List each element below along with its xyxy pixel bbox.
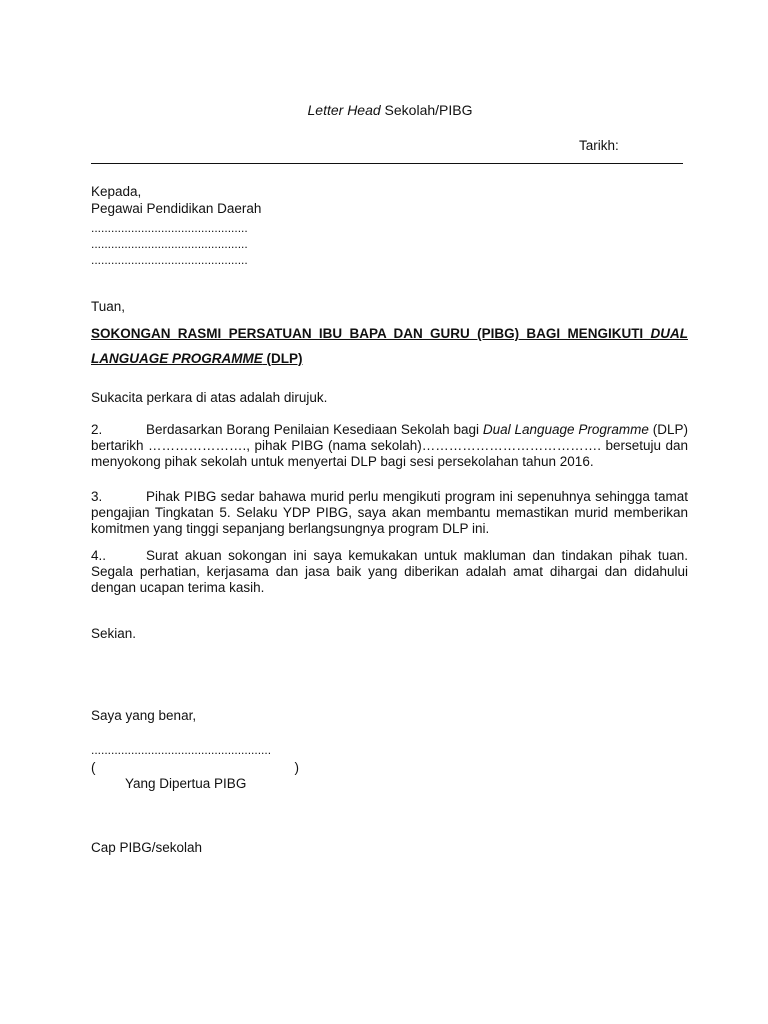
letterhead-italic: Letter Head — [307, 102, 381, 118]
paragraph-number: 2. — [91, 422, 103, 437]
paragraph-4-text: Surat akuan sokongan ini saya kemukakan untuk makluman dan tindakan pihak tuan. Segala perhatian, kerjasama dan jasa baik yang diberikan adalah amat dihargai dan didahului dengan ucapan terima kasih. — [91, 548, 688, 595]
recipient-address-line: ............................................... — [91, 237, 248, 251]
letterhead — [0, 102, 768, 118]
signature-role: Yang Dipertua PIBG — [125, 776, 247, 791]
paragraph-3 — [91, 489, 688, 537]
signoff: Saya yang benar, — [91, 708, 197, 723]
subject-italic: DUAL LANGUAGE PROGRAMME — [91, 326, 688, 366]
date-label: Tarikh: — [579, 138, 619, 153]
signature-close-paren: ) — [294, 760, 299, 775]
paragraph-3-text: Pihak PIBG sedar bahawa murid perlu mengikuti program ini sepenuhnya sehingga tamat pengajian Tingkatan 5. Selaku YDP PIBG, saya akan membantu memastikan murid memberikan komitmen yang tinggi sepanjang berlangsungnya program DLP ini. — [91, 489, 688, 536]
paragraph-2-text-b: (DLP) bertarikh …………………., pihak PIBG (nama sekolah)…………………………………. bersetuju dan menyokong pihak sekolah untuk menyertai DLP bagi sesi persekolahan tahun 2016. — [91, 422, 688, 469]
closing: Sekian. — [91, 626, 137, 641]
paragraph-2-text-a: Berdasarkan Borang Penilaian Kesediaan Sekolah bagi — [146, 422, 483, 437]
signature-line: ...................................................... — [91, 743, 272, 757]
stamp-label: Cap PIBG/sekolah — [91, 840, 203, 855]
salutation: Tuan, — [91, 299, 126, 314]
signature-name-placeholder — [91, 760, 299, 776]
paragraph-number: 3. — [91, 489, 103, 504]
intro-paragraph: Sukacita perkara di atas adalah dirujuk. — [91, 390, 328, 405]
paragraph-4 — [91, 548, 688, 596]
recipient-address-line: ............................................... — [91, 253, 248, 267]
subject-part1: SOKONGAN RASMI PERSATUAN IBU BAPA DAN GURU (PIBG) BAGI MENGIKUTI — [91, 326, 651, 341]
recipient-title: Pegawai Pendidikan Daerah — [91, 201, 262, 216]
letterhead-rest: Sekolah/PIBG — [380, 102, 473, 118]
subject-heading — [91, 321, 688, 371]
paragraph-number: 4.. — [91, 548, 107, 563]
paragraph-2 — [91, 422, 688, 470]
subject-part2: (DLP) — [262, 351, 303, 366]
recipient-address-line: ............................................... — [91, 221, 248, 235]
header-rule — [91, 163, 683, 164]
paragraph-2-italic: Dual Language Programme — [482, 422, 649, 437]
recipient-kepada: Kepada, — [91, 184, 142, 199]
signature-open-paren: ( — [91, 760, 96, 775]
